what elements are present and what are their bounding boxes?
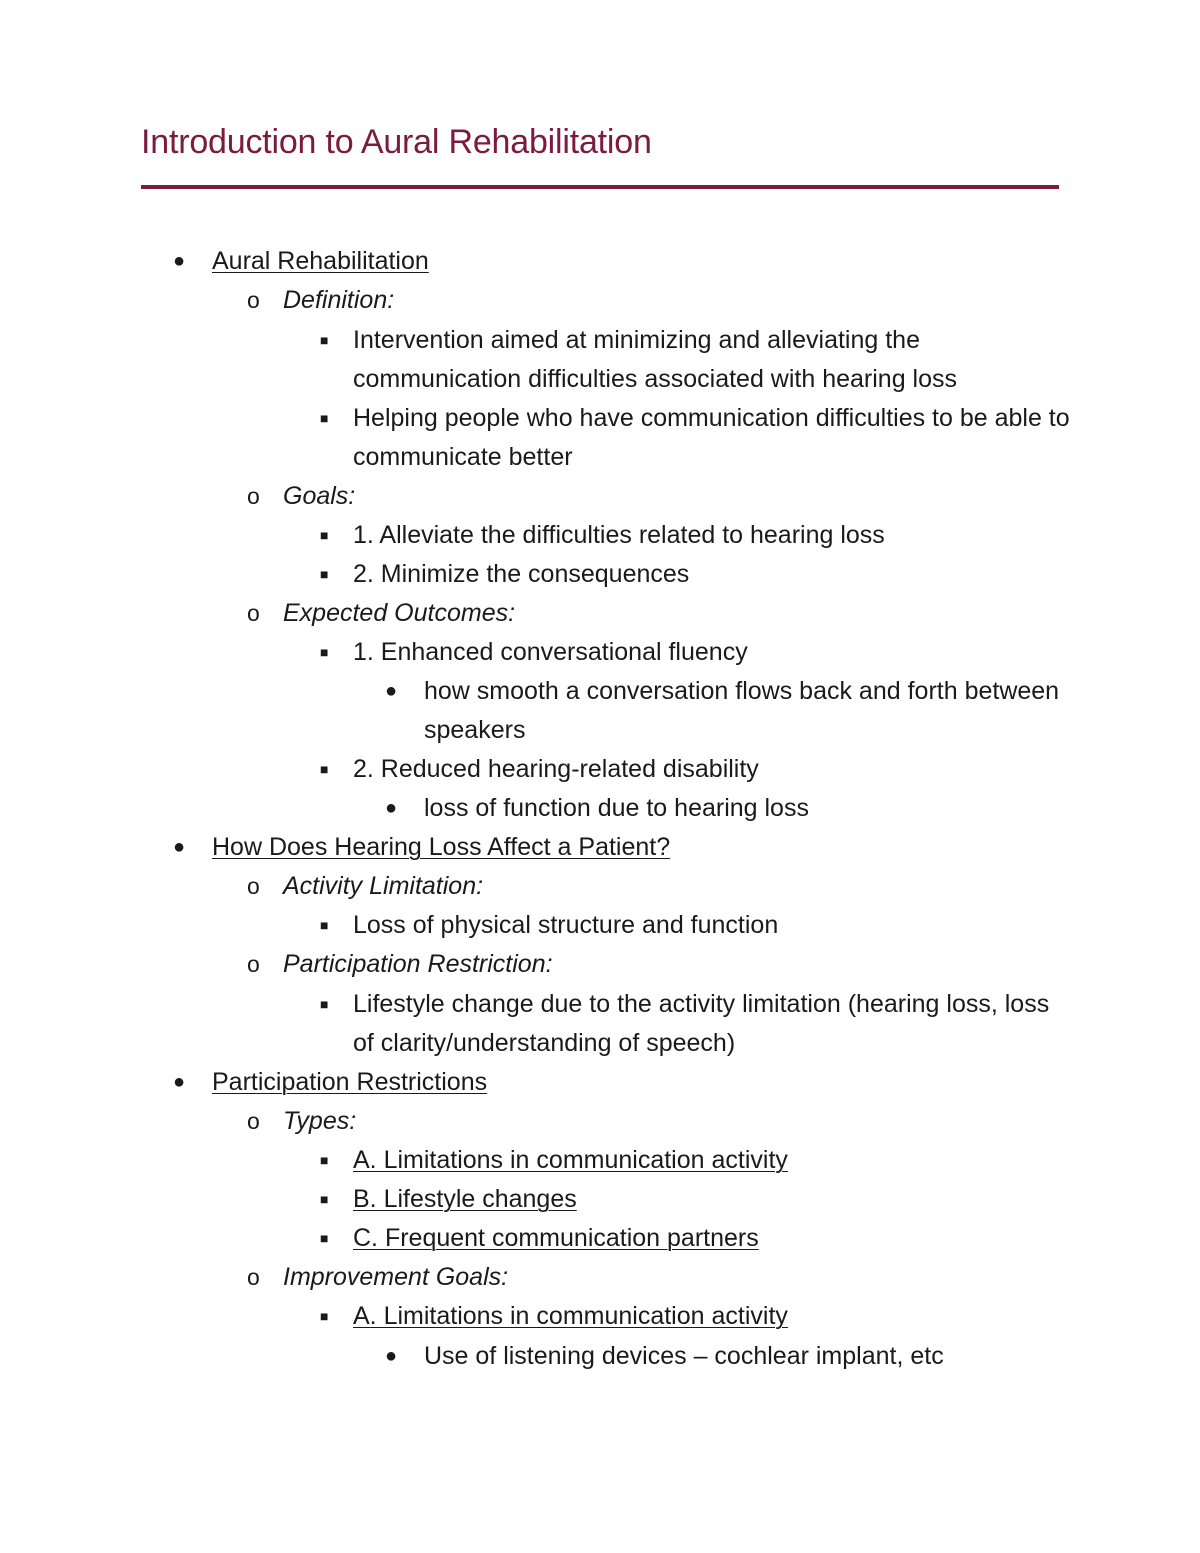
circle-bullet-icon: o	[247, 483, 260, 509]
circle-bullet-icon: o	[247, 873, 260, 899]
circle-bullet-icon: o	[247, 287, 260, 313]
list-item	[320, 906, 1073, 945]
list-item	[320, 555, 1073, 594]
subheading-label: Participation Restriction:	[283, 950, 553, 978]
list-item-text: B. Lifestyle changes	[353, 1185, 577, 1213]
list-item-text: how smooth a conversation flows back and forth between speakers	[424, 677, 1060, 744]
list-item	[320, 399, 1073, 477]
list-item	[320, 1141, 1073, 1180]
list-item-text: 2. Reduced hearing-related disability	[353, 755, 759, 783]
circle-bullet-icon: o	[247, 1108, 260, 1134]
subheading-activity-limitation	[247, 867, 1073, 906]
square-bullet-icon: ■	[320, 566, 329, 582]
subheading-label: Improvement Goals:	[283, 1263, 509, 1291]
subheading-participation-restriction	[247, 945, 1073, 984]
bullet-icon: ●	[385, 1345, 398, 1367]
circle-bullet-icon: o	[247, 600, 260, 626]
section-heading-hearing-loss-effect	[173, 828, 1072, 867]
list-item	[320, 321, 1073, 399]
section-heading-participation-restrictions	[173, 1063, 1072, 1102]
subheading-label: Goals:	[283, 482, 356, 510]
list-item-text: 1. Alleviate the difficulties related to hearing loss	[353, 521, 885, 549]
list-item	[320, 1180, 1073, 1219]
list-item-text: A. Limitations in communication activity	[353, 1146, 788, 1174]
subheading-types	[247, 1102, 1073, 1141]
bullet-icon: ●	[173, 250, 186, 272]
square-bullet-icon: ■	[320, 1308, 329, 1324]
square-bullet-icon: ■	[320, 917, 329, 933]
title-divider	[141, 185, 1059, 189]
section-heading: Aural Rehabilitation	[212, 247, 429, 275]
list-item-text: Use of listening devices – cochlear implant, etc	[424, 1342, 944, 1370]
list-item	[385, 789, 1064, 828]
bullet-icon: ●	[385, 680, 398, 702]
list-item-text: C. Frequent communication partners	[353, 1224, 759, 1252]
section-heading: How Does Hearing Loss Affect a Patient?	[212, 833, 671, 861]
subheading-label: Definition:	[283, 286, 395, 314]
subheading-label: Activity Limitation:	[283, 872, 484, 900]
subheading-expected-outcomes	[247, 594, 1073, 633]
square-bullet-icon: ■	[320, 1230, 329, 1246]
list-item-text: Intervention aimed at minimizing and alleviating the communication difficulties associated with hearing loss	[353, 326, 958, 393]
list-item-text: Loss of physical structure and function	[353, 911, 779, 939]
square-bullet-icon: ■	[320, 644, 329, 660]
section-heading: Participation Restrictions	[212, 1068, 488, 1096]
list-item	[320, 1297, 1073, 1336]
list-item-text: 2. Minimize the consequences	[353, 560, 690, 588]
square-bullet-icon: ■	[320, 332, 329, 348]
subheading-label: Expected Outcomes:	[283, 599, 516, 627]
list-item	[320, 1219, 1073, 1258]
list-item-text: A. Limitations in communication activity	[353, 1302, 788, 1330]
list-item	[320, 516, 1073, 555]
list-item-text: loss of function due to hearing loss	[424, 794, 809, 822]
list-item-text: Lifestyle change due to the activity limitation (hearing loss, loss of clarity/understanding of speech)	[353, 990, 1050, 1057]
bullet-icon: ●	[173, 1071, 186, 1093]
list-item	[320, 750, 1073, 789]
square-bullet-icon: ■	[320, 1152, 329, 1168]
bullet-icon: ●	[173, 836, 186, 858]
circle-bullet-icon: o	[247, 1264, 260, 1290]
bullet-icon: ●	[385, 797, 398, 819]
list-item-text: Helping people who have communication difficulties to be able to communicate better	[353, 404, 1070, 471]
square-bullet-icon: ■	[320, 1191, 329, 1207]
subheading-improvement-goals	[247, 1258, 1073, 1297]
subheading-goals	[247, 477, 1073, 516]
circle-bullet-icon: o	[247, 951, 260, 977]
square-bullet-icon: ■	[320, 527, 329, 543]
list-item	[320, 985, 1073, 1063]
list-item-text: 1. Enhanced conversational fluency	[353, 638, 748, 666]
subheading-label: Types:	[283, 1107, 357, 1135]
page-title: Introduction to Aural Rehabilitation	[141, 123, 652, 161]
list-item	[320, 633, 1073, 672]
list-item	[385, 1337, 1064, 1376]
list-item	[385, 672, 1064, 750]
subheading-definition	[247, 281, 1073, 320]
square-bullet-icon: ■	[320, 410, 329, 426]
section-heading-aural-rehabilitation	[173, 242, 1072, 281]
square-bullet-icon: ■	[320, 761, 329, 777]
square-bullet-icon: ■	[320, 996, 329, 1012]
